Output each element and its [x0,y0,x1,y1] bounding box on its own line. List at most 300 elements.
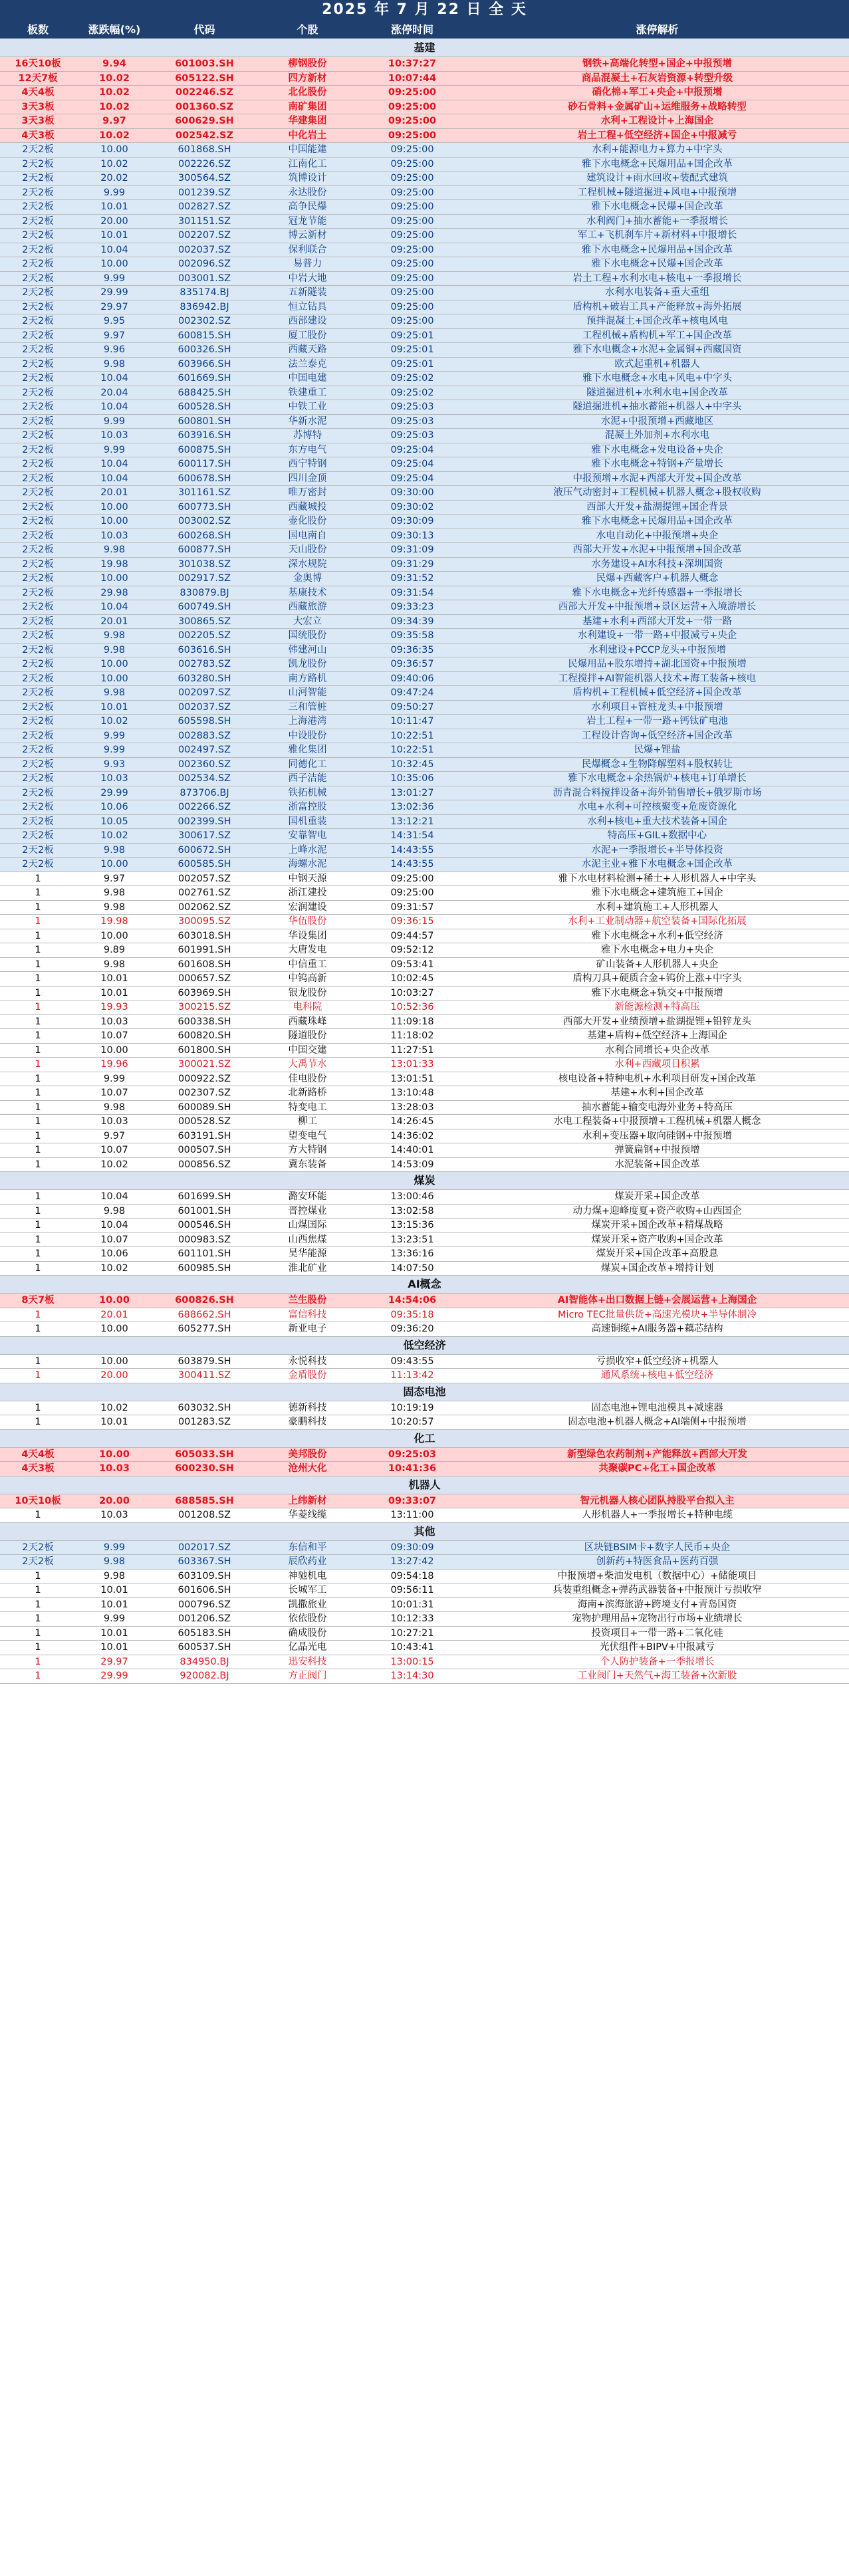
table-row[interactable] [0,1612,849,1627]
cell-stock-name: 昊华能源 [288,1248,327,1259]
cell-limit-time: 13:36:16 [390,1248,434,1259]
cell-stock-code: 605277.SH [178,1324,231,1334]
table-row[interactable] [0,815,849,830]
table-row[interactable] [0,57,849,72]
cell-analysis: 雅下水电概念+余热锅炉+核电+订单增长 [568,773,747,784]
cell-board-count: 2天2板 [22,630,54,641]
cell-limit-time: 09:35:58 [390,630,434,641]
header-change: 涨跌幅(%) [88,23,141,36]
table-row[interactable] [0,457,849,472]
table-row[interactable] [0,429,849,443]
cell-change-pct: 10.02 [100,1262,128,1274]
cell-stock-name: 上纬新材 [288,1495,327,1506]
cell-stock-code: 601800.SH [178,1044,231,1056]
table-row[interactable] [0,472,849,487]
table-row[interactable] [0,786,849,801]
table-row[interactable] [0,358,849,372]
cell-analysis: 基建+水利+国企改革 [610,1088,704,1098]
table-row[interactable] [0,1508,849,1523]
table-row[interactable] [0,543,849,558]
table-row[interactable] [0,186,849,201]
table-row[interactable] [0,1655,849,1670]
cell-limit-time: 13:14:30 [390,1671,434,1681]
cell-board-count: 2天2板 [22,745,54,755]
cell-board-count: 2天2板 [22,530,54,541]
cell-limit-time: 09:25:00 [390,244,434,255]
cell-limit-time: 11:18:02 [390,1030,434,1041]
section-header: 其他 [0,1523,849,1541]
cell-stock-name: 沧州大化 [288,1463,327,1474]
cell-change-pct: 10.02 [100,158,128,170]
cell-limit-time: 09:33:23 [390,602,434,612]
table-row[interactable] [0,715,849,729]
cell-stock-name: 博云新材 [288,230,327,241]
cell-change-pct: 10.04 [100,402,128,412]
cell-limit-time: 09:25:02 [390,387,434,398]
table-row[interactable] [0,158,849,172]
table-row[interactable] [0,443,849,458]
table-row[interactable] [0,386,849,401]
cell-analysis: 液压气动密封+工程机械+机器人概念+股权收购 [553,487,761,498]
cell-change-pct: 10.02 [100,716,128,727]
cell-board-count: 1 [35,1016,41,1027]
table-row[interactable] [0,1627,849,1641]
cell-stock-code: 601669.SH [178,373,231,384]
cell-stock-name: 东方电气 [288,444,327,455]
cell-analysis: 创新药+特医食品+医药百强 [596,1556,719,1567]
cell-limit-time: 11:09:18 [390,1016,434,1027]
cell-stock-code: 002542.SZ [176,130,233,141]
cell-stock-code: 001206.SZ [178,1613,231,1624]
cell-change-pct: 10.06 [100,802,128,812]
table-row[interactable] [0,1415,849,1430]
table-row[interactable] [0,501,849,515]
cell-change-pct: 10.07 [100,1234,128,1245]
table-row[interactable] [0,200,849,215]
table-row[interactable] [0,844,849,858]
cell-board-count: 2天2板 [22,373,54,384]
cell-limit-time: 09:25:00 [388,116,437,126]
cell-board-count: 2天2板 [22,344,54,355]
cell-board-count: 1 [35,1642,41,1653]
table-row[interactable] [0,1219,849,1233]
cell-stock-name: 柳钢股份 [288,59,327,69]
cell-board-count: 16天10板 [15,59,61,69]
cell-board-count: 2天2板 [22,816,54,827]
table-row[interactable] [0,1247,849,1262]
cell-stock-code: 002360.SZ [178,759,231,770]
cell-limit-time: 09:36:20 [390,1324,434,1334]
table-row[interactable] [0,1583,849,1598]
cell-stock-name: 厦工股份 [288,330,327,341]
header-boards: 板数 [27,23,49,36]
cell-change-pct: 9.95 [103,316,126,326]
cell-stock-name: 柳工 [298,1116,317,1127]
cell-change-pct: 20.02 [100,173,128,183]
cell-stock-code: 600815.SH [178,330,231,341]
cell-limit-time: 13:01:27 [390,787,434,798]
table-row[interactable] [0,1143,849,1158]
table-row[interactable] [0,272,849,287]
table-row[interactable] [0,1000,849,1015]
table-row[interactable] [0,672,849,687]
cell-limit-time: 09:25:03 [390,402,434,412]
table-row[interactable] [0,586,849,601]
table-row[interactable] [0,743,849,758]
table-row[interactable] [0,372,849,386]
table-row[interactable] [0,972,849,987]
cell-stock-name: 雅化集团 [288,745,327,755]
table-row[interactable] [0,1205,849,1219]
table-row[interactable] [0,1101,849,1115]
cell-limit-time: 14:54:06 [388,1295,437,1306]
cell-analysis: 高速铜缆+AI服务器+藕芯结构 [591,1324,723,1334]
cell-board-count: 2天2板 [22,187,54,198]
table-row[interactable] [0,886,849,901]
cell-analysis: 水利项目+管桩龙头+中报预增 [591,701,723,713]
cell-board-count: 1 [35,1102,41,1113]
table-row[interactable] [0,243,849,258]
cell-limit-time: 13:10:48 [390,1088,434,1098]
table-row[interactable] [0,1044,849,1058]
cell-stock-code: 002497.SZ [178,745,231,755]
table-row[interactable] [0,1598,849,1613]
cell-board-count: 2天2板 [22,173,54,183]
cell-board-count: 1 [35,1613,41,1624]
table-row[interactable] [0,1086,849,1101]
cell-change-pct: 9.98 [103,959,126,970]
cell-board-count: 1 [35,873,41,884]
table-row[interactable] [0,701,849,715]
cell-analysis: 隧道掘进机+水利水电+国企改革 [586,387,728,398]
table-row[interactable] [0,1669,849,1684]
cell-analysis: 雅下水电概念+特钢+产量增长 [591,459,723,469]
cell-stock-code: 601699.SH [178,1191,231,1202]
cell-stock-code: 002307.SZ [178,1088,231,1098]
cell-stock-code: 000983.SZ [178,1234,231,1245]
table-row[interactable] [0,515,849,529]
cell-stock-name: 冠龙节能 [288,215,327,227]
cell-stock-name: 法兰泰克 [288,358,327,370]
cell-board-count: 3天3板 [21,101,55,112]
cell-stock-code: 300865.SZ [178,616,231,627]
table-row[interactable] [0,929,849,944]
cell-stock-name: 望变电气 [288,1130,327,1141]
table-row[interactable] [0,686,849,701]
cell-board-count: 2天2板 [22,244,54,255]
cell-stock-name: 上海港湾 [288,716,327,727]
table-row[interactable] [0,1029,849,1044]
table-row[interactable] [0,572,849,586]
cell-change-pct: 9.98 [103,630,126,641]
cell-change-pct: 9.99 [103,415,126,427]
cell-board-count: 4天4板 [21,87,55,98]
cell-stock-name: 豪鹏科技 [288,1417,327,1427]
cell-stock-name: 南方路机 [288,673,327,684]
cell-stock-code: 001360.SZ [176,101,233,112]
cell-limit-time: 09:25:00 [388,130,437,141]
cell-stock-name: 西藏旅游 [288,602,327,612]
cell-limit-time: 09:31:09 [390,544,434,555]
table-row[interactable] [0,1233,849,1248]
cell-board-count: 2天2板 [22,273,54,284]
table-row[interactable] [0,300,849,315]
cell-analysis: 特高压+GIL+数据中心 [607,830,707,841]
table-row[interactable] [0,772,849,786]
cell-change-pct: 9.98 [103,844,126,856]
cell-change-pct: 9.99 [103,1613,126,1624]
cell-board-count: 2天2板 [22,673,54,684]
cell-analysis: 预拌混凝土+国企改革+核电风电 [586,316,728,326]
cell-board-count: 1 [35,1145,41,1155]
cell-change-pct: 19.98 [100,558,128,570]
table-row[interactable] [0,1129,849,1144]
cell-analysis: 军工+飞机刹车片+新材料+中报增长 [577,230,737,241]
table-row[interactable] [0,1322,849,1337]
cell-stock-code: 001283.SZ [178,1417,231,1427]
cell-stock-code: 600875.SH [178,444,231,455]
table-row[interactable] [0,629,849,644]
cell-change-pct: 9.99 [103,1542,126,1553]
cell-change-pct: 9.99 [103,745,126,755]
table-row[interactable] [0,1058,849,1072]
table-row[interactable] [0,129,849,144]
cell-stock-name: 辰欣药业 [288,1556,327,1567]
cell-limit-time: 09:50:27 [390,701,434,713]
cell-stock-name: 中设股份 [288,730,327,741]
cell-analysis: 建筑设计+雨水回收+装配式建筑 [586,173,728,183]
cell-analysis: 水泥装备+国企改革 [614,1159,700,1170]
cell-board-count: 2天2板 [22,415,54,427]
cell-change-pct: 9.97 [102,116,126,126]
cell-stock-code: 601003.SH [175,59,234,69]
table-row[interactable] [0,86,849,100]
cell-analysis: 水利+建筑施工+人形机器人 [596,901,719,913]
cell-board-count: 1 [35,1059,41,1070]
cell-limit-time: 10:02:45 [390,973,434,984]
cell-stock-code: 002266.SZ [178,802,231,812]
cell-change-pct: 9.99 [103,444,126,455]
table-row[interactable] [0,143,849,158]
table-row[interactable] [0,644,849,658]
cell-board-count: 2天2板 [22,158,54,170]
cell-stock-code: 002037.SZ [178,701,231,713]
cell-analysis: 水利+工业制动器+航空装备+国际化拓展 [568,916,747,927]
cell-board-count: 2天2板 [22,215,54,227]
cell-limit-time: 09:25:00 [390,158,434,170]
table-row[interactable] [0,329,849,344]
table-row[interactable] [0,729,849,744]
cell-board-count: 1 [35,916,41,927]
table-row[interactable] [0,600,849,615]
cell-limit-time: 09:36:57 [390,659,434,669]
cell-board-count: 12天7板 [18,72,58,84]
cell-change-pct: 20.01 [100,1309,128,1320]
table-row[interactable] [0,1115,849,1129]
cell-analysis: 水利+核电+重大技术装备+国企 [587,816,727,827]
cell-limit-time: 09:36:15 [390,916,434,927]
cell-change-pct: 10.00 [100,659,128,669]
table-row[interactable] [0,172,849,186]
table-row[interactable] [0,1294,849,1308]
table-row[interactable] [0,257,849,272]
cell-board-count: 8天7板 [21,1295,55,1306]
cell-limit-time: 09:36:35 [390,644,434,655]
table-row[interactable] [0,800,849,815]
cell-stock-name: 五新隧装 [288,287,327,298]
cell-stock-code: 603367.SH [178,1556,231,1567]
table-row[interactable] [0,486,849,501]
cell-stock-name: 银龙股份 [288,987,327,998]
table-row[interactable] [0,829,849,844]
table-row[interactable] [0,1401,849,1416]
cell-limit-time: 09:54:18 [390,1570,434,1581]
cell-stock-name: 特变电工 [288,1102,327,1113]
cell-stock-name: 西藏珠峰 [288,1016,327,1027]
cell-stock-code: 605033.SH [175,1449,234,1460]
cell-analysis: 工业阀门+天然气+海工装备+次新股 [577,1671,737,1681]
table-row[interactable] [0,114,849,129]
table-row[interactable] [0,1462,849,1476]
cell-stock-code: 600820.SH [178,1030,231,1041]
cell-change-pct: 10.01 [100,201,128,212]
cell-board-count: 1 [35,1627,41,1639]
table-row[interactable] [0,215,849,229]
cell-limit-time: 14:07:50 [390,1262,434,1274]
table-row[interactable] [0,1190,849,1205]
cell-board-count: 2天2板 [22,301,54,312]
cell-analysis: 个人防护装备+一季报增长 [600,1656,715,1667]
cell-change-pct: 10.06 [100,1248,128,1259]
table-row[interactable] [0,1355,849,1369]
table-row[interactable] [0,1158,849,1173]
cell-limit-time: 13:15:36 [390,1220,434,1230]
cell-analysis: 煤炭开采+资产收购+国企改革 [591,1234,723,1245]
cell-stock-name: 凯龙股份 [288,659,327,669]
table-row[interactable] [0,1448,849,1463]
cell-board-count: 1 [35,1073,41,1084]
cell-board-count: 1 [35,1248,41,1259]
cell-stock-name: 保利联合 [288,244,327,255]
table-row[interactable] [0,1072,849,1087]
cell-stock-code: 003001.SZ [178,273,231,284]
cell-stock-name: 淮北矿业 [288,1262,327,1274]
cell-analysis: 水利阀门+抽水蓄能+一季报增长 [586,215,728,227]
header-stock: 个股 [297,23,318,36]
cell-change-pct: 9.93 [103,759,126,770]
table-row[interactable] [0,901,849,915]
cell-board-count: 2天2板 [22,444,54,455]
table-row[interactable] [0,1555,849,1570]
table-row[interactable] [0,229,849,243]
cell-board-count: 1 [35,1510,41,1520]
cell-stock-code: 301151.SZ [178,215,231,227]
cell-stock-name: 新亚电子 [288,1324,327,1334]
cell-stock-name: 海螺水泥 [288,859,327,870]
table-row[interactable] [0,758,849,772]
table-row[interactable] [0,400,849,415]
cell-stock-name: 大唐发电 [288,945,327,955]
table-row[interactable] [0,987,849,1001]
cell-limit-time: 10:32:45 [390,759,434,770]
table-row[interactable] [0,529,849,544]
table-row[interactable] [0,72,849,86]
table-row[interactable] [0,1262,849,1276]
table-row[interactable] [0,872,849,887]
cell-stock-code: 002761.SZ [178,887,231,898]
table-row[interactable] [0,100,849,115]
cell-limit-time: 09:34:39 [390,616,434,627]
cell-change-pct: 9.98 [103,358,126,370]
table-row[interactable] [0,1308,849,1323]
cell-limit-time: 09:30:09 [390,516,434,527]
table-row[interactable] [0,915,849,929]
cell-stock-name: 永达股份 [288,187,327,198]
cell-stock-code: 600338.SH [178,1016,231,1027]
cell-limit-time: 10:07:44 [388,72,437,84]
cell-analysis: 雅下水电概念+发电设备+央企 [591,444,723,455]
cell-stock-code: 002096.SZ [178,259,231,269]
cell-analysis: 水利+变压器+取向硅钢+中报预增 [582,1130,732,1141]
cell-analysis: 雅下水电概念+民爆用品+国企改革 [581,244,733,255]
table-row[interactable] [0,286,849,300]
table-row[interactable] [0,1641,849,1655]
table-row[interactable] [0,657,849,672]
cell-stock-name: 中信重工 [288,959,327,970]
table-row[interactable] [0,314,849,329]
table-row[interactable] [0,943,849,958]
cell-analysis: 水务建设+AI水科技+深圳国资 [591,558,723,570]
table-row[interactable] [0,1541,849,1556]
table-row[interactable] [0,343,849,358]
table-row[interactable] [0,615,849,630]
table-row[interactable] [0,558,849,572]
table-row[interactable] [0,1494,849,1509]
table-row[interactable] [0,858,849,872]
cell-change-pct: 9.98 [103,544,126,555]
table-row[interactable] [0,415,849,429]
cell-change-pct: 19.98 [100,916,128,927]
table-row[interactable] [0,1570,849,1584]
cell-change-pct: 10.00 [100,1044,128,1056]
cell-analysis: 水利建设+PCCP龙头+中报预增 [588,644,727,655]
cell-change-pct: 29.97 [100,301,128,312]
cell-board-count: 2天2板 [22,430,54,441]
cell-board-count: 2天2板 [22,230,54,241]
table-row[interactable] [0,1369,849,1383]
cell-change-pct: 10.04 [100,1220,128,1230]
table-row[interactable] [0,1015,849,1030]
cell-change-pct: 20.00 [99,1495,130,1506]
cell-stock-code: 600877.SH [178,544,231,555]
cell-board-count: 2天2板 [22,773,54,784]
cell-limit-time: 09:31:54 [390,587,434,598]
cell-board-count: 2天2板 [22,1556,54,1567]
cell-analysis: 雅下水电概念+民爆用品+国企改革 [581,158,733,170]
cell-change-pct: 10.01 [100,1585,128,1595]
cell-stock-code: 001239.SZ [178,187,231,198]
cell-stock-name: 德新科技 [288,1402,327,1413]
cell-limit-time: 09:25:00 [388,101,437,112]
cell-change-pct: 10.02 [100,830,128,841]
cell-stock-name: 天山股份 [288,544,327,555]
cell-analysis: 欧式起重机+机器人 [614,358,700,370]
cell-stock-name: 方正阀门 [288,1671,327,1681]
table-row[interactable] [0,958,849,973]
cell-stock-name: 山煤国际 [288,1220,327,1230]
cell-analysis: 沥青混合料搅拌设备+海外销售增长+俄罗斯市场 [552,787,762,798]
cell-stock-name: 西宁特钢 [288,459,327,469]
